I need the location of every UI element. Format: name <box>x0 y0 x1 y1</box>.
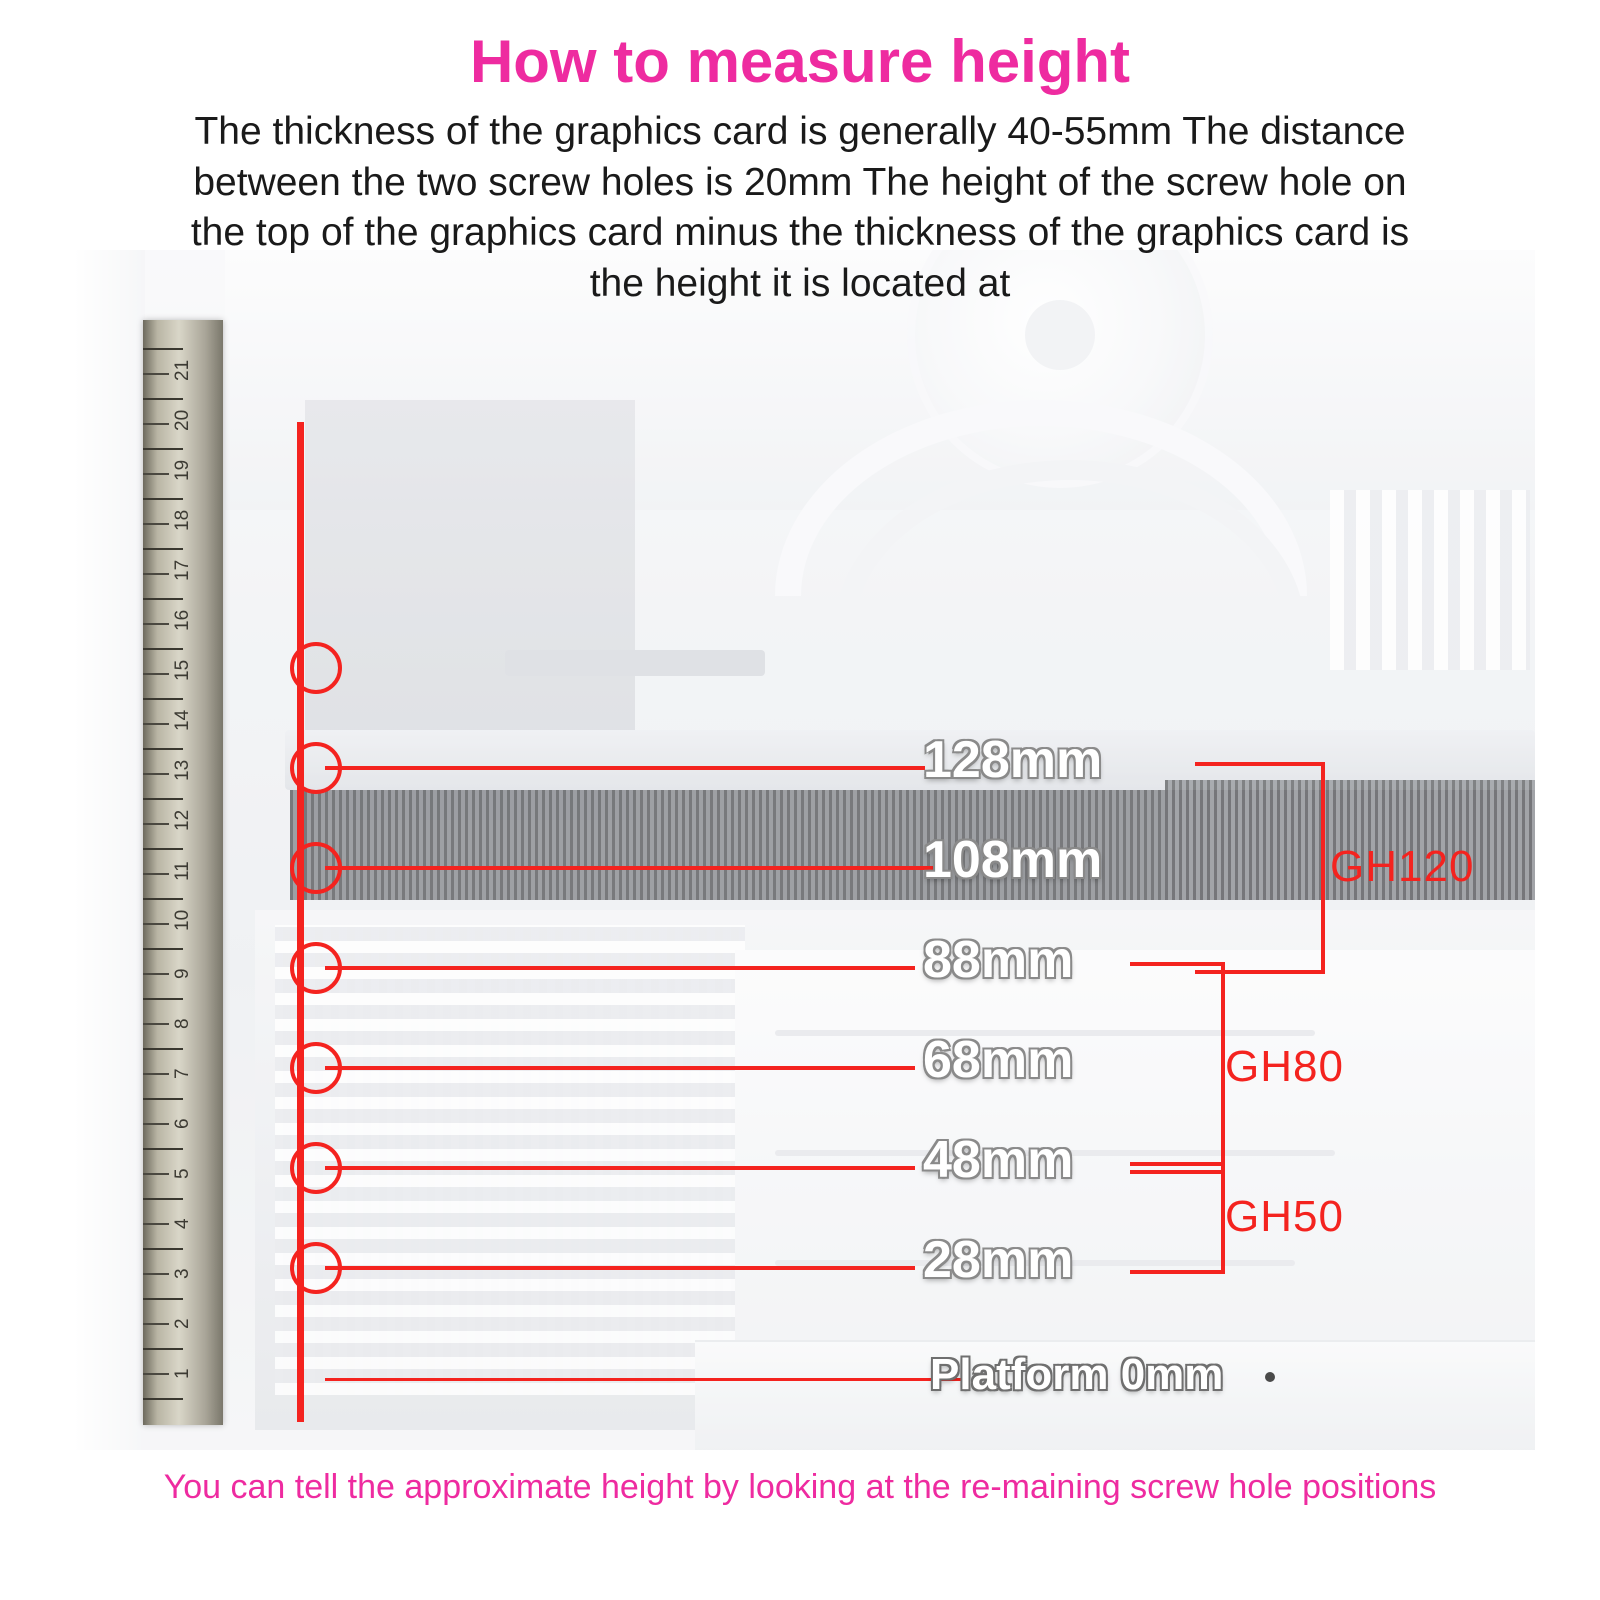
bracket-gh80 <box>1130 962 1225 1174</box>
measure-label-128: 128mm <box>923 731 1103 789</box>
leader-line-68 <box>325 1066 915 1070</box>
ruler: 21 20 19 18 17 16 15 14 13 12 11 10 9 8 7 6 5 4 3 2 1 <box>143 320 223 1425</box>
bracket-label-gh50: GH50 <box>1225 1192 1344 1241</box>
platform-label: Platform 0mm <box>930 1350 1224 1399</box>
leader-line-platform <box>325 1378 965 1381</box>
motherboard-slot <box>505 650 765 676</box>
measure-label-28: 28mm <box>923 1231 1074 1289</box>
bracket-label-gh120: GH120 <box>1330 842 1475 891</box>
measure-label-88: 88mm <box>923 931 1074 989</box>
case-left-edge <box>75 250 145 1450</box>
bracket-gh120 <box>1195 762 1325 974</box>
leader-line-128 <box>325 766 925 770</box>
measure-label-68: 68mm <box>923 1031 1074 1089</box>
bracket-gh50 <box>1130 1162 1225 1274</box>
page-title: How to measure height <box>469 28 1131 95</box>
platform-dot <box>1265 1372 1275 1382</box>
leader-line-28 <box>325 1266 915 1270</box>
footer-note: You can tell the approximate height by looking at the re-maining screw hole positions <box>163 1468 1437 1506</box>
leader-line-48 <box>325 1166 915 1170</box>
gpu-vent-grille <box>275 925 745 1395</box>
leader-line-88 <box>325 966 915 970</box>
bracket-label-gh80: GH80 <box>1225 1042 1344 1091</box>
screw-hole-marker <box>290 642 342 694</box>
header-subtitle: The thickness of the graphics card is generally 40-55mm The distance between the two screw holes is 20mm The height of the screw hole on the top of the graphics card minus the thickness of the graphics card is the height it is located at <box>190 110 1410 306</box>
measure-label-108: 108mm <box>923 831 1103 889</box>
ram-modules <box>1330 490 1530 670</box>
measure-label-48: 48mm <box>923 1131 1074 1189</box>
header <box>0 0 1600 310</box>
pc-case-photo <box>75 250 1535 1450</box>
leader-line-108 <box>325 866 935 870</box>
